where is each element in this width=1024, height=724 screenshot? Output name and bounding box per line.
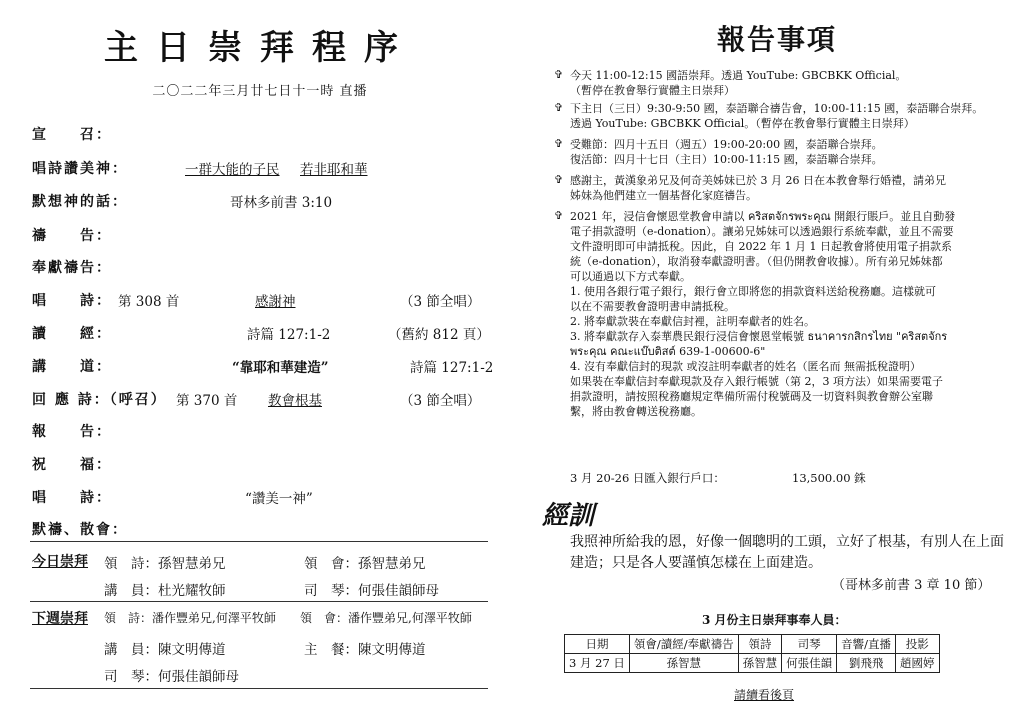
staff-header-row [565, 635, 940, 654]
announcement-item: 受難節：四月十五日（週五）19:00-20:00 國，泰語聯合崇拜。 復活節：四月十七日（主日）10:00-11:15 國，泰語聯合崇拜。 [570, 138, 883, 166]
cross-icon: ✞ [554, 209, 564, 222]
staff-title: 3 月份主日崇拜事奉人員： [702, 613, 847, 627]
sing-number: 第 308 首 [118, 294, 180, 310]
sing2-song: “讚美一神” [245, 491, 313, 507]
staff-header: 投影 [896, 635, 940, 654]
staff-header: 領詩 [738, 635, 782, 654]
prayer-label: 禱 告： [32, 228, 112, 244]
today-song-leader: 領 詩：孫智慧弟兄 [104, 556, 226, 572]
today-section-label: 今日崇拜 [32, 554, 88, 570]
staff-header: 領會/讀經/奉獻禱告 [629, 635, 738, 654]
sing-label: 唱 詩： [32, 293, 112, 309]
read-text: 詩篇 127:1-2 [247, 327, 331, 343]
hymn-label: 唱詩讚美神： [32, 161, 128, 177]
announcements-title: 報告事項 [716, 23, 837, 56]
continue-note: 請續看後頁 [734, 688, 795, 702]
next-section-label: 下週崇拜 [32, 611, 88, 627]
verse-text: 我照神所給我的恩，好像一個聰明的工頭，立好了根基，有別人在上面建造；只是各人要謹慎怎樣在上面建造。 [570, 534, 1004, 571]
program-title: 主日崇拜程序 [104, 28, 416, 68]
sing-song: 感謝神 [255, 294, 296, 310]
hymn-song-2: 若非耶和華 [300, 162, 368, 178]
cross-icon: ✞ [554, 68, 564, 81]
staff-header: 日期 [565, 635, 630, 654]
call-label: 宣 召： [32, 127, 112, 143]
today-pianist: 司 琴：何張佳韻師母 [304, 583, 439, 599]
announcement-item: 感謝主，黃漢象弟兄及何奇美姊妹已於 3 月 26 日在本教會舉行婚禮，請弟兄 姊妹為他們建立一個基督化家庭禱告。 [570, 174, 946, 202]
verse-reference: （哥林多前書 3 章 10 節） [832, 578, 991, 593]
cross-icon: ✞ [554, 137, 564, 150]
response-label: 回 應 詩：（呼召） [32, 392, 167, 408]
offering-label: 奉獻禱告： [32, 260, 112, 276]
staff-header: 司琴 [782, 635, 837, 654]
read-label: 讀 經： [32, 326, 112, 342]
next-speaker: 講 員：陳文明傳道 [104, 642, 226, 658]
divider-middle [30, 601, 488, 602]
report-label: 報 告： [32, 424, 112, 440]
divider-top [30, 541, 488, 542]
response-song: 教會根基 [268, 393, 322, 409]
next-communion: 主 餐：陳文明傳道 [304, 642, 426, 658]
next-song-leader: 領 詩：潘作豐弟兄,何澤平牧師 [104, 611, 276, 625]
sermon-label: 講 道： [32, 359, 112, 375]
program-date: 二〇二二年三月廿七日十一時 直播 [152, 84, 368, 99]
staff-row [565, 654, 940, 673]
announcement-item: 2021 年，浸信會懷恩堂教會申請以 คริสตจักรพระคุณ 開銀行賬戶。並且自動發 電子捐款證明（e-donation）。讓弟兄姊妹可以透過銀行系統奉獻，並且不需要 文件證明即可申請抵稅。因此，自 2022 年 1 月 1 日起教會將使用電子捐款系 統（e-donation），取消發奉獻證明書。（但仍開教會收據）。所有弟兄姊妹都 可以通過以下方式奉獻。 1. 使用各銀行電子銀行，銀行會立即將您的捐款資料送給稅務廳。這樣就可 以在不需要教會證明書申請抵稅。 2. 將奉獻款裝在奉獻信封裡，註明奉獻者的姓名。 3. 將奉獻款存入泰華農民銀行浸信會懷恩堂帳號 ธนาคารกสิกรไทย "คริสตจักร พระคุณ คณะแบ๊บติสต์ 639-1-00600-6" 4. 沒有奉獻信封的現款 或沒註明奉獻者的姓名（匿名而 無需抵稅證明） 如果裝在奉獻信封奉獻現款及存入銀行帳號（第 2，3 項方法）如果需要電子 捐款證明，請按照稅務廳規定準備所需付稅號碼及一切資料與教會辦公室聯 繫，將由教會轉送稅務廳。 [570, 210, 956, 418]
staff-cell: 趙國婷 [896, 654, 940, 673]
announcement-item: 下主日（三日）9:30-9:50 國，泰語聯合禱告會，10:00-11:15 國，泰語聯合崇拜。 透過 YouTube: GBCBKK Official。（暫停在教會舉行實體主日崇拜） [570, 102, 984, 130]
silent-label: 默禱、散會： [32, 522, 128, 538]
today-host: 領 會：孫智慧弟兄 [304, 556, 426, 572]
announcement-item: 今天 11:00-12:15 國語崇拜。透過 YouTube: GBCBKK Official。 （暫停在教會舉行實體主日崇拜） [570, 69, 907, 97]
hymn-song-1: 一群大能的子民 [185, 162, 280, 178]
sing2-label: 唱 詩： [32, 490, 112, 506]
staff-cell: 3 月 27 日 [565, 654, 630, 673]
cross-icon: ✞ [554, 101, 564, 114]
response-note: （3 節全唱） [400, 393, 481, 409]
staff-header: 音響/直播 [837, 635, 896, 654]
staff-cell: 孫智慧 [738, 654, 782, 673]
verse-title: 經訓 [542, 501, 595, 531]
today-speaker: 講 員：杜光耀牧師 [104, 583, 226, 599]
bless-label: 祝 福： [32, 457, 112, 473]
staff-cell: 孫智慧 [629, 654, 738, 673]
staff-cell: 何張佳韻 [782, 654, 837, 673]
cross-icon: ✞ [554, 173, 564, 186]
next-pianist: 司 琴：何張佳韻師母 [104, 669, 239, 685]
next-host: 領 會：潘作豐弟兄,何澤平牧師 [300, 611, 472, 625]
bank-transfer-label: 3 月 20-26 日匯入銀行戶口： [570, 471, 725, 485]
meditate-label: 默想神的話： [32, 194, 128, 210]
divider-bottom [30, 688, 488, 689]
read-note: （舊約 812 頁） [388, 327, 490, 343]
bank-transfer-amount: 13,500.00 銖 [792, 471, 866, 485]
right-page [512, 0, 1024, 724]
meditate-text: 哥林多前書 3:10 [230, 195, 333, 211]
sing-note: （3 節全唱） [400, 294, 481, 310]
sermon-title: “靠耶和華建造” [232, 360, 329, 376]
response-number: 第 370 首 [176, 393, 238, 409]
sermon-ref: 詩篇 127:1-2 [410, 360, 494, 376]
staff-table [564, 634, 940, 673]
staff-cell: 劉飛飛 [837, 654, 896, 673]
